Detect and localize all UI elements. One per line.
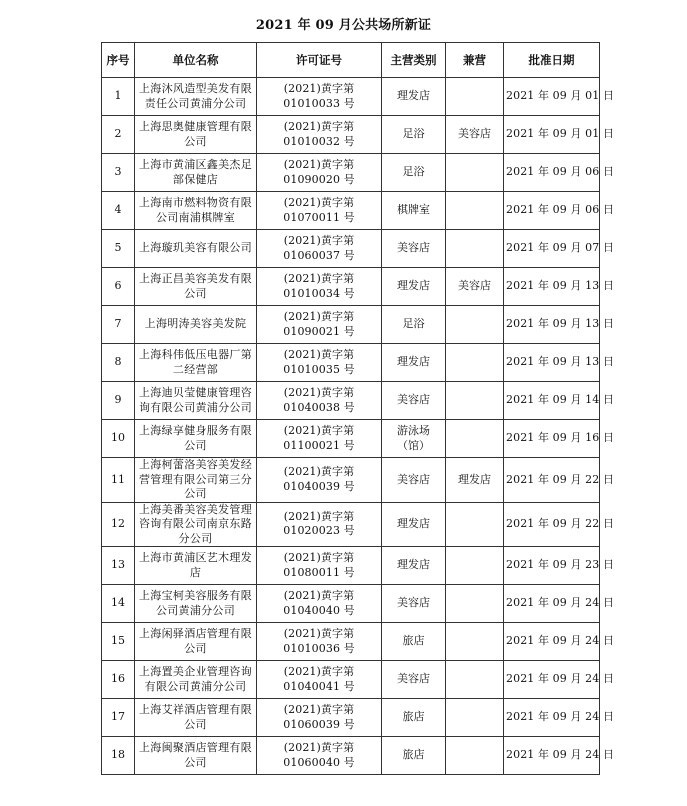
row-date: 2021 年 09 月 13 日 [504, 306, 600, 344]
row-name: 上海艾祥酒店管理有限公司 [135, 699, 257, 737]
row-primary: 美容店 [382, 458, 446, 503]
table-row [102, 661, 600, 699]
table-row [102, 230, 600, 268]
row-no: 5 [102, 230, 135, 268]
row-license: (2021)黄字第 01080011 号 [257, 547, 382, 585]
row-secondary [446, 78, 504, 116]
row-secondary [446, 344, 504, 382]
row-primary: 足浴 [382, 116, 446, 154]
row-date: 2021 年 09 月 16 日 [504, 420, 600, 458]
permit-table [101, 42, 615, 775]
row-name: 上海璇玑美容有限公司 [135, 230, 257, 268]
row-name: 上海迪贝莹健康管理咨询有限公司黄浦分公司 [135, 382, 257, 420]
header-primary: 主营类别 [382, 43, 446, 78]
row-license: (2021)黄字第 01100021 号 [257, 420, 382, 458]
row-primary: 旅店 [382, 623, 446, 661]
row-no: 12 [102, 502, 135, 547]
row-no: 17 [102, 699, 135, 737]
row-no: 18 [102, 737, 135, 775]
row-no: 1 [102, 78, 135, 116]
row-date: 2021 年 09 月 13 日 [504, 268, 600, 306]
row-date: 2021 年 09 月 01 日 [504, 78, 600, 116]
header-no: 序号 [102, 43, 135, 78]
row-license: (2021)黄字第 01010033 号 [257, 78, 382, 116]
row-secondary [446, 661, 504, 699]
row-date: 2021 年 09 月 06 日 [504, 154, 600, 192]
row-no: 11 [102, 458, 135, 503]
row-secondary [446, 623, 504, 661]
row-no: 10 [102, 420, 135, 458]
row-date: 2021 年 09 月 22 日 [504, 458, 600, 503]
row-license: (2021)黄字第 01090020 号 [257, 154, 382, 192]
row-name: 上海市黄浦区艺木理发店 [135, 547, 257, 585]
row-no: 13 [102, 547, 135, 585]
row-secondary: 理发店 [446, 458, 504, 503]
row-license: (2021)黄字第 01060037 号 [257, 230, 382, 268]
table-header-row [102, 43, 600, 78]
row-date: 2021 年 09 月 06 日 [504, 192, 600, 230]
table-row [102, 699, 600, 737]
table-row [102, 737, 600, 775]
row-primary: 棋牌室 [382, 192, 446, 230]
row-primary: 理发店 [382, 268, 446, 306]
row-date: 2021 年 09 月 24 日 [504, 585, 600, 623]
row-no: 7 [102, 306, 135, 344]
row-license: (2021)黄字第 01010032 号 [257, 116, 382, 154]
row-date: 2021 年 09 月 22 日 [504, 502, 600, 547]
table-row [102, 382, 600, 420]
table-row [102, 344, 600, 382]
row-no: 9 [102, 382, 135, 420]
row-primary: 游泳场（馆） [382, 420, 446, 458]
row-name: 上海美番美容美发管理咨询有限公司南京东路分公司 [135, 502, 257, 547]
row-secondary [446, 737, 504, 775]
row-date: 2021 年 09 月 01 日 [504, 116, 600, 154]
row-primary: 美容店 [382, 661, 446, 699]
row-no: 14 [102, 585, 135, 623]
table-row [102, 420, 600, 458]
row-date: 2021 年 09 月 13 日 [504, 344, 600, 382]
row-date: 2021 年 09 月 24 日 [504, 623, 600, 661]
row-secondary [446, 547, 504, 585]
row-name: 上海置美企业管理咨询有限公司黄浦分公司 [135, 661, 257, 699]
table-row [102, 623, 600, 661]
row-no: 15 [102, 623, 135, 661]
row-primary: 美容店 [382, 230, 446, 268]
row-no: 2 [102, 116, 135, 154]
table-row [102, 192, 600, 230]
row-name: 上海思奥健康管理有限公司 [135, 116, 257, 154]
row-license: (2021)黄字第 01040038 号 [257, 382, 382, 420]
row-no: 16 [102, 661, 135, 699]
header-name: 单位名称 [135, 43, 257, 78]
row-license: (2021)黄字第 01040040 号 [257, 585, 382, 623]
row-license: (2021)黄字第 01070011 号 [257, 192, 382, 230]
row-primary: 足浴 [382, 154, 446, 192]
row-primary: 理发店 [382, 547, 446, 585]
row-primary: 足浴 [382, 306, 446, 344]
row-secondary [446, 230, 504, 268]
row-license: (2021)黄字第 01060039 号 [257, 699, 382, 737]
row-name: 上海闽聚酒店管理有限公司 [135, 737, 257, 775]
row-primary: 旅店 [382, 699, 446, 737]
row-name: 上海柯蕾洛美容美发经营管理有限公司第三分公司 [135, 458, 257, 503]
row-no: 8 [102, 344, 135, 382]
header-license: 许可证号 [257, 43, 382, 78]
row-primary: 理发店 [382, 502, 446, 547]
row-name: 上海南市燃料物资有限公司南浦棋牌室 [135, 192, 257, 230]
row-secondary [446, 699, 504, 737]
row-date: 2021 年 09 月 14 日 [504, 382, 600, 420]
header-date: 批准日期 [504, 43, 600, 78]
row-no: 3 [102, 154, 135, 192]
row-secondary [446, 420, 504, 458]
row-name: 上海宝柯美容服务有限公司黄浦分公司 [135, 585, 257, 623]
row-license: (2021)黄字第 01040041 号 [257, 661, 382, 699]
row-name: 上海绿享健身服务有限公司 [135, 420, 257, 458]
row-name: 上海正昌美容美发有限公司 [135, 268, 257, 306]
row-secondary [446, 154, 504, 192]
row-license: (2021)黄字第 01020023 号 [257, 502, 382, 547]
row-primary: 美容店 [382, 382, 446, 420]
table-row [102, 502, 600, 547]
row-secondary [446, 585, 504, 623]
row-date: 2021 年 09 月 07 日 [504, 230, 600, 268]
row-name: 上海明涛美容美发院 [135, 306, 257, 344]
page-title: 2021 年 09 月公共场所新证 [255, 18, 432, 33]
row-secondary [446, 382, 504, 420]
row-name: 上海沐风造型美发有限责任公司黄浦分公司 [135, 78, 257, 116]
row-date: 2021 年 09 月 24 日 [504, 661, 600, 699]
table-row [102, 154, 600, 192]
row-no: 6 [102, 268, 135, 306]
row-name: 上海闲驿酒店管理有限公司 [135, 623, 257, 661]
table-row [102, 458, 600, 503]
row-license: (2021)黄字第 01010036 号 [257, 623, 382, 661]
row-date: 2021 年 09 月 23 日 [504, 547, 600, 585]
row-secondary: 美容店 [446, 116, 504, 154]
table-row [102, 585, 600, 623]
row-name: 上海市黄浦区鑫美杰足部保健店 [135, 154, 257, 192]
row-primary: 理发店 [382, 344, 446, 382]
row-license: (2021)黄字第 01010034 号 [257, 268, 382, 306]
row-secondary [446, 502, 504, 547]
table-row [102, 306, 600, 344]
row-secondary: 美容店 [446, 268, 504, 306]
row-primary: 理发店 [382, 78, 446, 116]
table-row [102, 268, 600, 306]
row-license: (2021)黄字第 01090021 号 [257, 306, 382, 344]
row-secondary [446, 192, 504, 230]
row-secondary [446, 306, 504, 344]
row-license: (2021)黄字第 01060040 号 [257, 737, 382, 775]
table-row [102, 116, 600, 154]
header-secondary: 兼营 [446, 43, 504, 78]
table-row [102, 547, 600, 585]
row-primary: 美容店 [382, 585, 446, 623]
row-date: 2021 年 09 月 24 日 [504, 699, 600, 737]
row-date: 2021 年 09 月 24 日 [504, 737, 600, 775]
row-name: 上海科伟低压电器厂第二经营部 [135, 344, 257, 382]
row-no: 4 [102, 192, 135, 230]
row-license: (2021)黄字第 01040039 号 [257, 458, 382, 503]
row-primary: 旅店 [382, 737, 446, 775]
table-row [102, 78, 600, 116]
row-license: (2021)黄字第 01010035 号 [257, 344, 382, 382]
